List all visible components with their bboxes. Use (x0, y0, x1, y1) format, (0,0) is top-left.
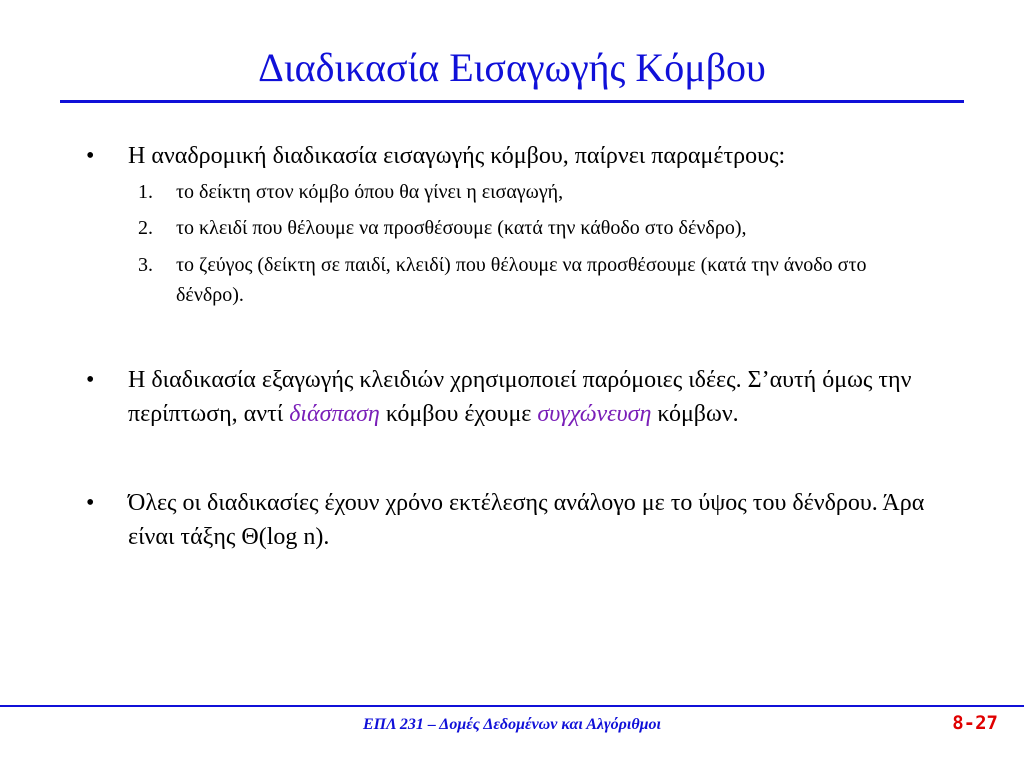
list-item-number: 2. (138, 217, 153, 239)
list-item-1 (138, 177, 928, 207)
list-item-text: το δείκτη στον κόμβο όπου θα γίνει η εισαγωγή, (176, 181, 564, 203)
list-item-text: το κλειδί που θέλουμε να προσθέσουμε (κατά την κάθοδο στο δένδρο), (176, 217, 747, 239)
bullet-1-text: Η αναδρομική διαδικασία εισαγωγής κόμβου, παίρνει παραμέτρους: (128, 143, 786, 169)
bullet-2-part-3: κόμβων. (651, 401, 739, 427)
list-item-number: 3. (138, 254, 153, 276)
footer-rule (0, 705, 1024, 707)
list-item-text: το ζεύγος (δείκτη σε παιδί, κλειδί) που θέλουμε να προσθέσουμε (κατά την άνοδο στο δένδρο). (176, 254, 867, 306)
bullet-2 (86, 363, 936, 431)
list-item-number: 1. (138, 181, 153, 203)
list-item-2 (138, 213, 928, 243)
bullet-marker: • (86, 490, 95, 516)
bullet-2-part-2: κόμβου έχουμε (379, 401, 538, 427)
bullet-3-text: Όλες οι διαδικασίες έχουν χρόνο εκτέλεσης ανάλογο με το ύψος του δένδρου. Άρα είναι τάξης Θ(log n). (128, 490, 925, 550)
highlight-merge: συγχώνευση (537, 401, 652, 427)
slide-title: Διαδικασία Εισαγωγής Κόμβου (258, 45, 766, 90)
footer-course-title: ΕΠΛ 231 – Δομές Δεδομένων και Αλγόριθμοι (362, 716, 661, 733)
bullet-marker: • (86, 143, 95, 169)
bullet-1 (86, 139, 936, 173)
list-item-3 (138, 250, 928, 310)
bullet-marker: • (86, 367, 95, 393)
title-underline (60, 100, 964, 103)
page-number: 8-27 (952, 712, 998, 734)
bullet-2-part-1: Η διαδικασία εξαγωγής κλειδιών χρησιμοποιεί παρόμοιες ιδέες. Σ’αυτή όμως την περίπτωση, αντί (128, 367, 912, 427)
bullet-3 (86, 486, 936, 554)
highlight-split: διάσπαση (289, 401, 380, 427)
bullet-2-text (128, 363, 936, 431)
